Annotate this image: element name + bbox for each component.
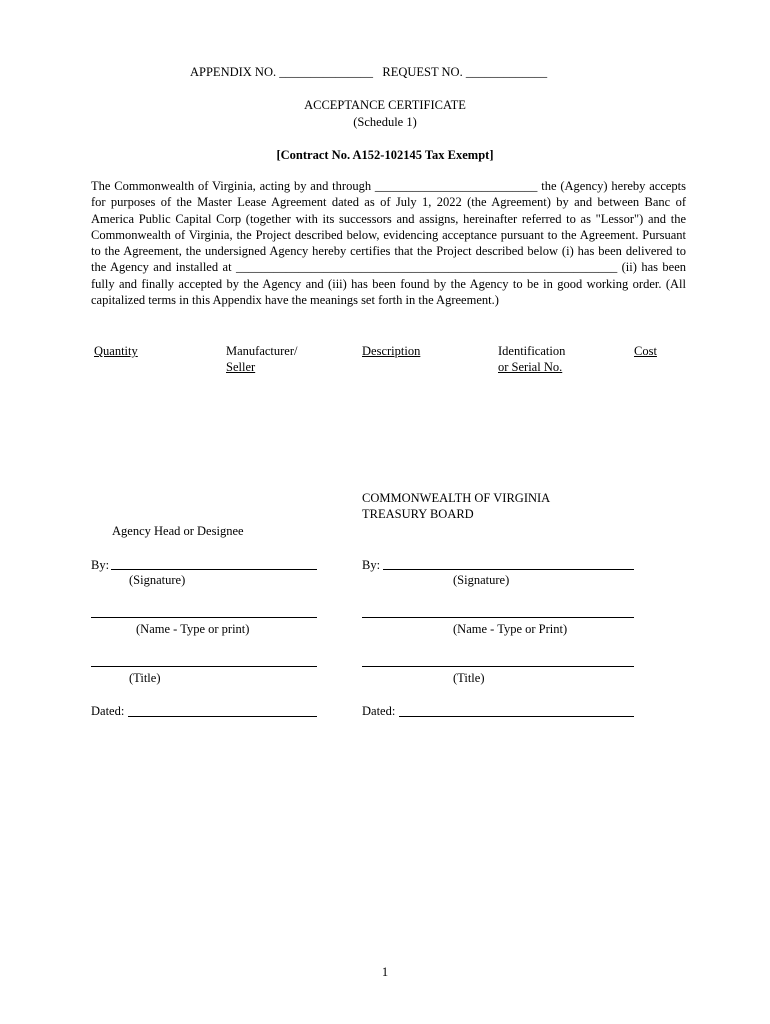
right-signature-line[interactable] [383, 569, 634, 570]
certificate-title: ACCEPTANCE CERTIFICATE [304, 98, 466, 112]
right-title-caption: (Title) [453, 671, 485, 685]
location-blank: _____________________________________________________________ [235, 260, 618, 275]
right-dated-line[interactable] [399, 716, 634, 717]
col-quantity: Quantity [94, 344, 138, 358]
treasury-heading [362, 490, 550, 522]
request-blank: _____________ [465, 65, 548, 79]
left-signature-caption: (Signature) [129, 573, 186, 587]
left-dated-label: Dated: [91, 704, 125, 718]
left-dated-line[interactable] [128, 716, 317, 717]
body-text-2: the (Agency) hereby accepts for purposes of the Master Lease Agreement dated as of July 1, 2022 (the Agreement) by and between Banc of America Public Capital Corp (together with its successors and assigns, hereinafter referred to as "Lessor") and the Commonwealth of Virginia, the Project described below, evidencing acceptance pursuant to the Agreement. Pursuant to the Agreement, the undersigned Agency hereby certifies that the Project described below (i) has been delivered to the Agency and installed at [91, 179, 687, 275]
treasury-heading-line2: TREASURY BOARD [362, 507, 474, 521]
header-line [190, 64, 547, 80]
treasury-heading-line1: COMMONWEALTH OF VIRGINIA [362, 491, 551, 505]
col-identification-line1: Identification [498, 344, 566, 358]
page-number: 1 [381, 965, 389, 979]
left-title-line[interactable] [91, 666, 317, 667]
appendix-label: APPENDIX NO. [190, 65, 277, 79]
left-name-line[interactable] [91, 617, 317, 618]
appendix-blank: _______________ [279, 65, 373, 79]
agency-heading: Agency Head or Designee [112, 524, 244, 538]
col-manufacturer [226, 343, 298, 375]
col-manufacturer-line2: Seller [226, 360, 256, 374]
body-text-3: (ii) has been fully and finally accepted by the Agency and (iii) has been found by the Agency to be in good working order. (All capitalized terms in this Appendix have the meanings set forth in the Agreement.) [91, 260, 687, 308]
contract-number: [Contract No. A152-102145 Tax Exempt] [276, 148, 494, 162]
right-title-line[interactable] [362, 666, 634, 667]
body-paragraph [91, 178, 686, 308]
request-label: REQUEST NO. [382, 65, 463, 79]
left-name-caption: (Name - Type or print) [136, 622, 250, 636]
col-cost: Cost [634, 344, 657, 358]
col-identification [498, 343, 565, 375]
left-by-label: By: [91, 558, 110, 572]
col-identification-line2: or Serial No. [498, 360, 563, 374]
right-name-line[interactable] [362, 617, 634, 618]
col-description: Description [362, 344, 421, 358]
right-signature-caption: (Signature) [453, 573, 510, 587]
right-by-label: By: [362, 558, 381, 572]
left-title-caption: (Title) [129, 671, 161, 685]
left-signature-line[interactable] [111, 569, 317, 570]
schedule-subtitle: (Schedule 1) [353, 115, 417, 129]
right-name-caption: (Name - Type or Print) [453, 622, 568, 636]
body-text-1: The Commonwealth of Virginia, acting by and through [91, 179, 372, 193]
right-dated-label: Dated: [362, 704, 396, 718]
agency-blank: __________________________ [374, 179, 538, 193]
col-manufacturer-line1: Manufacturer/ [226, 344, 298, 358]
